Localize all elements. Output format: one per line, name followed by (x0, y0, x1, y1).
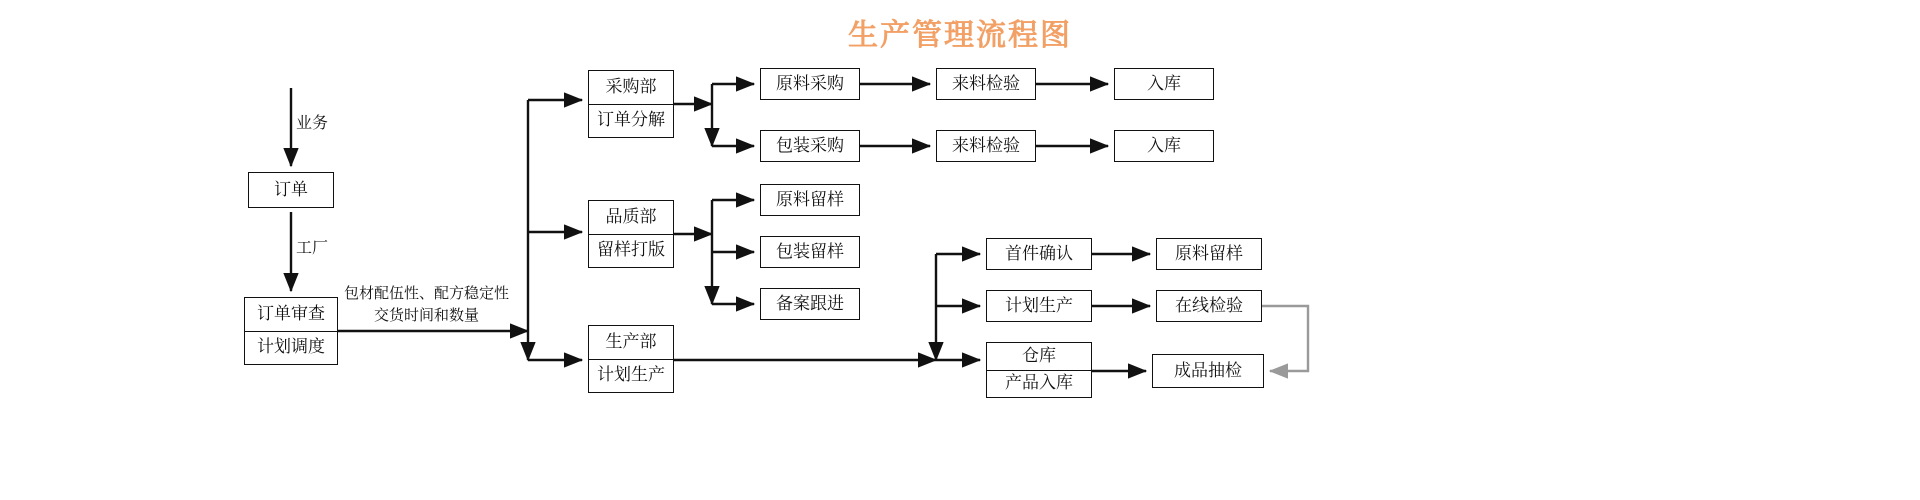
node-package-purchase-label: 包装采购 (776, 135, 844, 155)
node-warehouse-in-2[interactable] (1114, 130, 1214, 162)
node-record-followup[interactable] (760, 288, 860, 320)
node-planned-production-label: 计划生产 (1005, 295, 1073, 315)
node-first-article-confirm[interactable] (986, 238, 1092, 270)
node-warehouse-in-1[interactable] (1114, 68, 1214, 100)
node-warehouse-label: 仓库 (1022, 345, 1056, 365)
node-purchase-dept-sublabel: 订单分解 (589, 104, 673, 138)
node-material-sample[interactable] (760, 184, 860, 216)
page-title: 生产管理流程图 (848, 19, 1072, 52)
node-material-sample-2-label: 原料留样 (1175, 243, 1243, 263)
node-online-inspection[interactable] (1156, 290, 1262, 322)
node-production-dept-sublabel: 计划生产 (589, 359, 673, 393)
spec-note-line1: 包材配伍性、配方稳定性 (344, 285, 510, 302)
node-purchase-dept[interactable] (588, 70, 674, 138)
node-final-inspection-label: 成品抽检 (1174, 360, 1242, 380)
node-order[interactable] (248, 172, 334, 208)
node-quality-dept-sublabel: 留样打版 (589, 234, 673, 268)
node-incoming-inspection-2-label: 来料检验 (952, 135, 1020, 155)
node-incoming-inspection-1-label: 来料检验 (952, 73, 1020, 93)
node-quality-dept-label: 品质部 (605, 206, 657, 226)
node-first-article-confirm-label: 首件确认 (1005, 243, 1073, 263)
node-purchase-dept-label: 采购部 (605, 76, 657, 96)
node-final-inspection[interactable] (1152, 354, 1264, 388)
node-incoming-inspection-1[interactable] (936, 68, 1036, 100)
node-package-sample-label: 包装留样 (776, 241, 844, 261)
node-material-purchase[interactable] (760, 68, 860, 100)
node-material-sample-2[interactable] (1156, 238, 1262, 270)
node-planned-production[interactable] (986, 290, 1092, 322)
node-order-review-sublabel: 计划调度 (245, 331, 337, 365)
node-incoming-inspection-2[interactable] (936, 130, 1036, 162)
node-quality-dept[interactable] (588, 200, 674, 268)
node-production-dept-label: 生产部 (605, 331, 657, 351)
node-package-purchase[interactable] (760, 130, 860, 162)
node-warehouse[interactable] (986, 342, 1092, 398)
node-order-review[interactable] (244, 297, 338, 365)
node-warehouse-in-2-label: 入库 (1147, 135, 1181, 155)
node-record-followup-label: 备案跟进 (776, 293, 844, 313)
node-material-sample-label: 原料留样 (776, 189, 844, 209)
spec-note (344, 283, 509, 327)
node-production-dept[interactable] (588, 325, 674, 393)
edge-label-factory: 工厂 (296, 240, 329, 257)
node-warehouse-in-1-label: 入库 (1147, 73, 1181, 93)
node-material-purchase-label: 原料采购 (776, 73, 844, 93)
edge-label-business: 业务 (296, 115, 329, 132)
node-order-label: 订单 (274, 179, 308, 199)
node-warehouse-sublabel: 产品入库 (987, 370, 1091, 398)
node-package-sample[interactable] (760, 236, 860, 268)
spec-note-line2: 交货时间和数量 (374, 306, 480, 324)
node-order-review-label: 订单审查 (257, 303, 325, 323)
node-online-inspection-label: 在线检验 (1175, 295, 1243, 315)
